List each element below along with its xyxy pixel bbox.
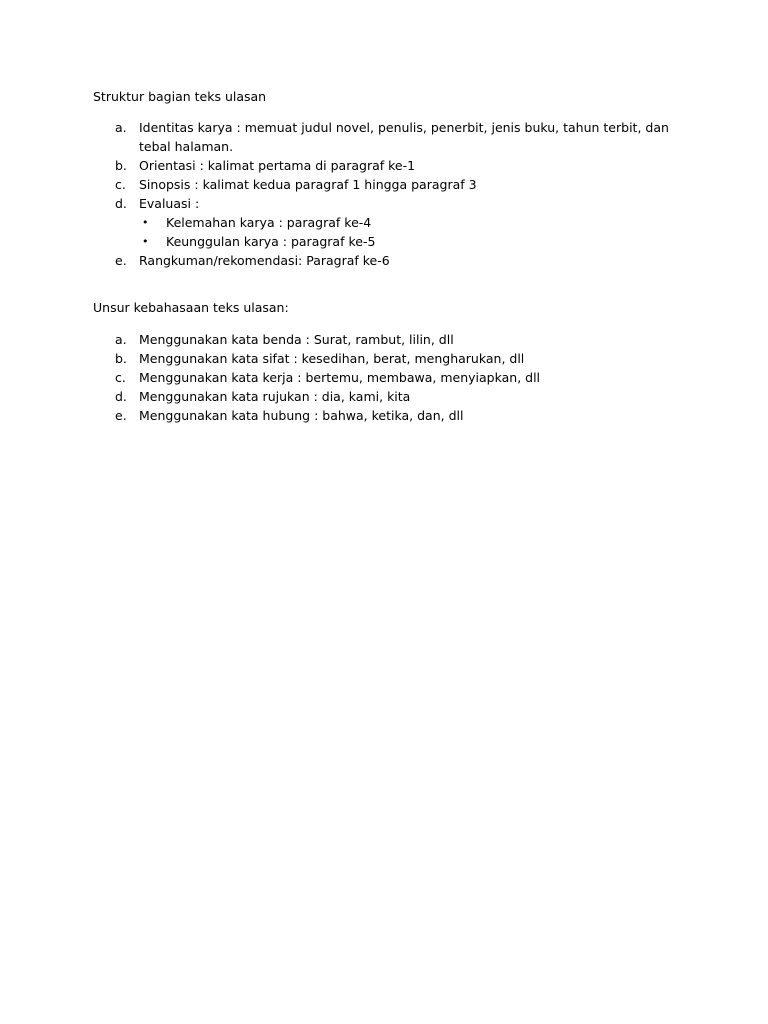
- list-item-text: Sinopsis : kalimat kedua paragraf 1 hingga paragraf 3: [139, 177, 477, 192]
- list-item-text: Identitas karya : memuat judul novel, penulis, penerbit, jenis buku, tahun terbit, dan tebal halaman.: [139, 120, 669, 154]
- list-item-text: Rangkuman/rekomendasi: Paragraf ke-6: [139, 253, 390, 268]
- list-marker: d.: [115, 196, 127, 211]
- language-list: [93, 330, 673, 425]
- list-item: [93, 251, 673, 270]
- list-item-text: Menggunakan kata sifat : kesedihan, berat, mengharukan, dll: [139, 351, 525, 366]
- bullet-icon: •: [142, 216, 149, 229]
- list-marker: e.: [115, 253, 127, 268]
- list-item-text: Orientasi : kalimat pertama di paragraf ke-1: [139, 158, 416, 173]
- sub-list-item: [93, 232, 673, 251]
- structure-list: [93, 118, 673, 270]
- sub-list-item: [93, 213, 673, 232]
- list-item-text: Menggunakan kata rujukan : dia, kami, kita: [139, 389, 411, 404]
- list-item: [93, 387, 673, 406]
- list-marker: b.: [115, 158, 127, 173]
- section-heading-language: Unsur kebahasaan teks ulasan:: [93, 300, 289, 315]
- list-marker: c.: [115, 177, 126, 192]
- list-item: [93, 194, 673, 213]
- section-heading-structure: Struktur bagian teks ulasan: [93, 89, 267, 104]
- list-item-text: Menggunakan kata hubung : bahwa, ketika, dan, dll: [139, 408, 464, 423]
- bullet-icon: •: [142, 235, 149, 248]
- list-marker: a.: [115, 120, 127, 135]
- sub-list-item-text: Keunggulan karya : paragraf ke-5: [166, 234, 376, 249]
- list-item: [93, 156, 673, 175]
- list-marker: c.: [115, 370, 126, 385]
- list-marker: e.: [115, 408, 127, 423]
- list-marker: b.: [115, 351, 127, 366]
- list-item-text: Evaluasi :: [139, 196, 200, 211]
- list-item-text: Menggunakan kata benda : Surat, rambut, lilin, dll: [139, 332, 454, 347]
- list-item: [93, 118, 673, 156]
- list-marker: d.: [115, 389, 127, 404]
- list-marker: a.: [115, 332, 127, 347]
- list-item-text: Menggunakan kata kerja : bertemu, membawa, menyiapkan, dll: [139, 370, 541, 385]
- list-item: [93, 175, 673, 194]
- list-item: [93, 330, 673, 349]
- list-item: [93, 406, 673, 425]
- list-item: [93, 368, 673, 387]
- sub-list-item-text: Kelemahan karya : paragraf ke-4: [166, 215, 372, 230]
- list-item: [93, 349, 673, 368]
